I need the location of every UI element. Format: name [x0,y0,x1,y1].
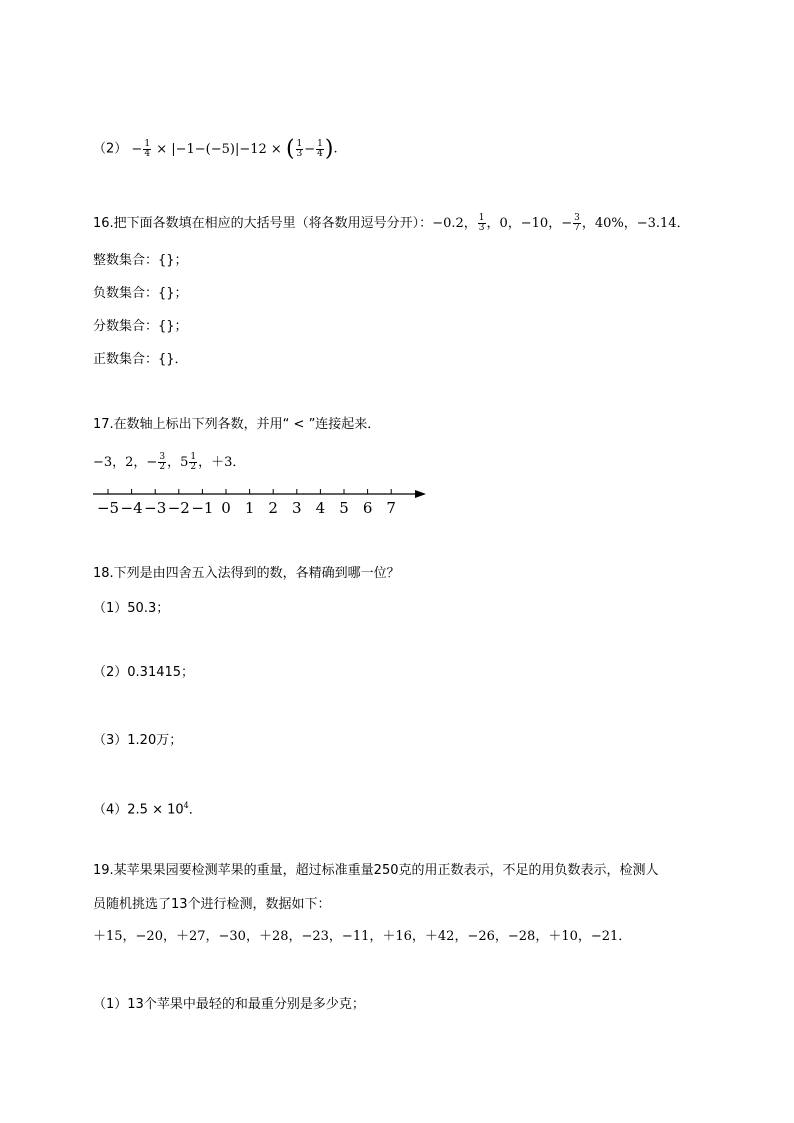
q16-nums-a: −0.2， [432,216,477,231]
q18-part4-end: ． [188,802,202,818]
q17-number-list [93,453,245,473]
number-line-arrow-icon [415,490,426,498]
q15-part2-label: （2） [93,141,128,157]
q17-list-c: ，＋3． [198,455,246,470]
number-line-label: −4 [120,499,143,517]
number-line-label: 5 [339,499,349,517]
number-line-label: 7 [386,499,396,517]
q17-list-b: ，5 [167,455,189,470]
q16-set-negatives: 负数集合：{}； [93,286,188,301]
fraction: $\frac{1}{4}$ [317,138,323,159]
q16-prompt-line [93,214,690,234]
q15-part2 [93,136,338,161]
q17-fraction: $\frac{3}{2}$ [159,452,166,472]
q16-fraction-2: $\frac{3}{7}$ [574,213,580,233]
number-line-label: 2 [268,499,278,517]
q16-fraction-1: $\frac{1}{3}$ [478,213,485,233]
q18-part1: （1）50.3； [93,601,170,616]
q16-set-fractions: 分数集合：{}； [93,319,188,334]
q16-prompt: 16.把下面各数填在相应的大括号里（将各数用逗号分开）： [93,216,433,231]
number-line-label: −2 [167,499,190,517]
q19-prompt-line2: 员随机挑选了13个进行检测，数据如下： [93,897,331,912]
q18-part3: （3）1.20万； [93,733,183,748]
number-line-label: −1 [191,499,214,517]
q18-part2: （2）0.31415； [93,665,195,680]
number-line-label: 1 [244,499,255,517]
q18-part4-label: （4）2.5 × 10 [93,802,184,818]
q15-end: . [333,141,338,157]
number-line-label: 3 [292,499,302,517]
q18-prompt: 18.下列是由四舍五入法得到的数，各精确到哪一位？ [93,566,400,581]
q18-part4 [93,796,202,820]
q19-data: ＋15，−20，＋27，−30，＋28，−23，−11，＋16，＋42，−26，−28，＋10，−21． [93,929,632,944]
q19-prompt-line1: 19.某苹果果园要检测苹果的重量，超过标准重量250克的用正数表示，不足的用负数表示，检测人 [93,863,659,878]
q16-nums-b: ，0，−10，− [486,216,573,231]
q16-set-positives: 正数集合：{}． [93,352,188,367]
q17-list-a: −3，2，− [93,455,158,470]
number-line-label: 0 [221,499,231,517]
number-line-label: 4 [315,499,326,517]
q17-mixed-fraction: $\frac{1}{2}$ [190,452,197,472]
q15-expression: − $\frac{1}{4}$ × |−1−(−5)|−12 × ( $\frac{1}{3}$ − $\frac{1}{4}$ ) [131,136,334,161]
number-line-label: −5 [96,499,120,517]
fraction: $\frac{1}{3}$ [296,138,303,159]
number-line-label: 6 [362,499,373,517]
q16-nums-c: ，40%，−3.14． [581,216,690,231]
number-line-label: −3 [144,499,167,517]
q16-set-integers: 整数集合：{}； [93,253,188,268]
fraction: $\frac{1}{4}$ [144,138,151,159]
number-line [90,484,435,520]
q17-prompt: 17.在数轴上标出下列各数，并用“ < ”连接起来． [93,417,381,432]
q19-part1: （1）13个苹果中最轻的和最重分别是多少克； [93,997,365,1012]
q18-part4-exponent: 4 [183,801,189,810]
